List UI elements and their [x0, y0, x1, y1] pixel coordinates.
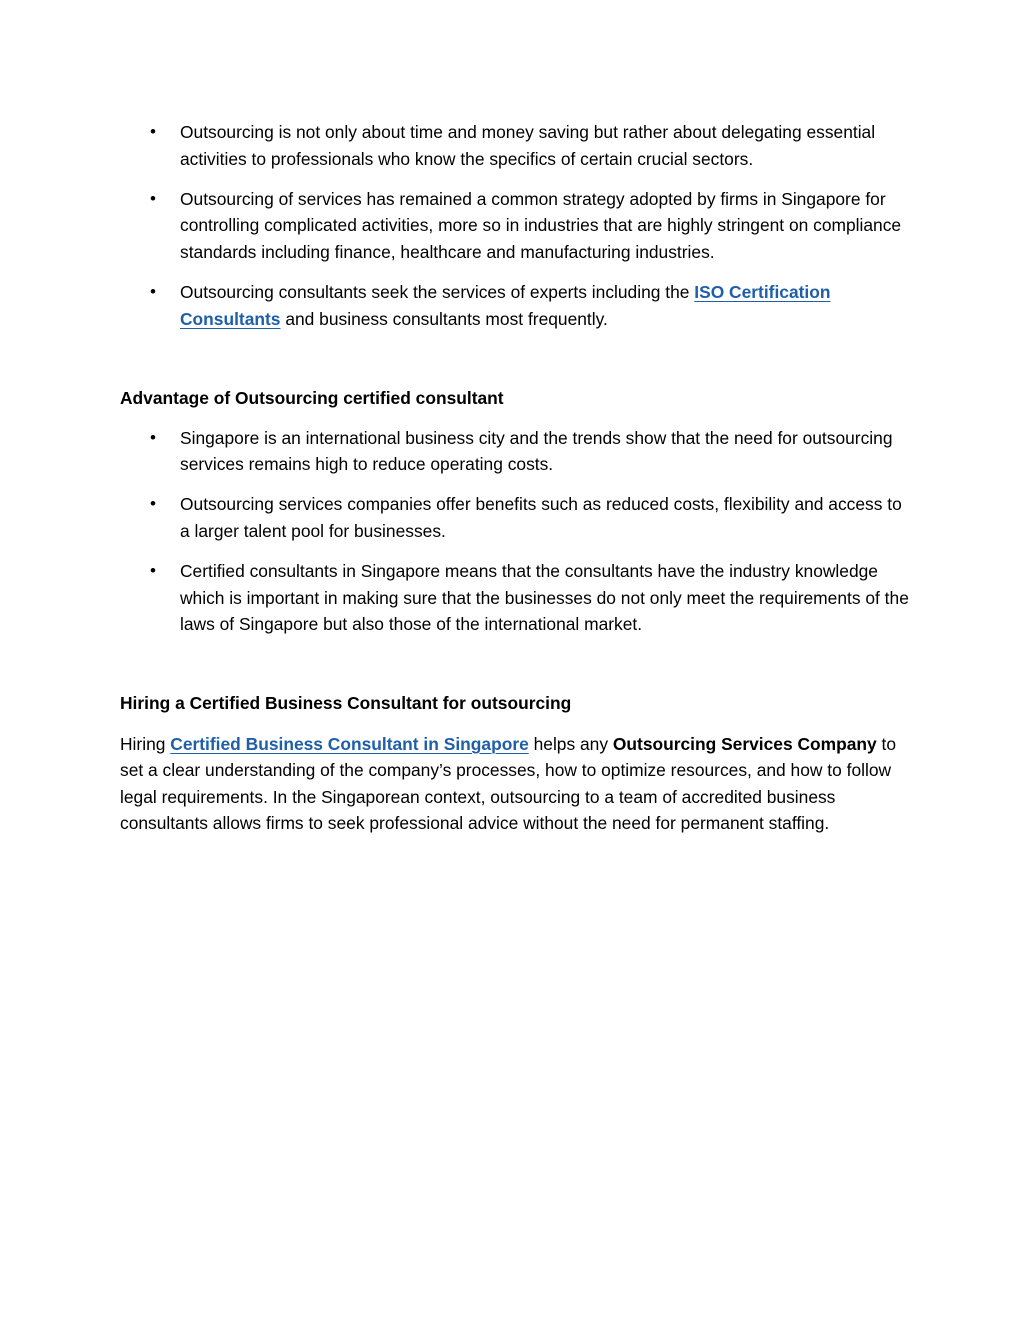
iso-certification-consultants-link[interactable]: ISO Certification Consultants — [180, 281, 831, 329]
list-item — [120, 279, 910, 332]
advantage-list — [120, 425, 910, 638]
list-item — [120, 491, 910, 544]
list-item-text: Singapore is an international business city and the trends show that the need for outsourcing services remains high to reduce operating costs. — [180, 427, 893, 475]
bullet-icon: • — [150, 494, 156, 514]
bullet-icon: • — [150, 281, 156, 301]
para-rest: to set a clear understanding of the company’s processes, how to optimize resources, and how to follow legal requirements. In the Singaporean context, outsourcing to a team of accredited business consultants allows firms to seek professional advice without the need for permanent staffing. — [120, 733, 897, 834]
certified-business-consultant-link[interactable]: Certified Business Consultant in Singapore — [170, 733, 529, 754]
para-mid: helps any — [528, 733, 613, 754]
list-item-text: Outsourcing services companies offer benefits such as reduced costs, flexibility and access to a larger talent pool for businesses. — [180, 494, 902, 542]
list-item-text: Outsourcing of services has remained a common strategy adopted by firms in Singapore for controlling complicated activities, more so in industries that are highly stringent on compliance standards including finance, healthcare and manufacturing industries. — [180, 188, 902, 262]
spacer — [120, 651, 910, 690]
outsourcing-services-company-bold: Outsourcing Services Company — [612, 733, 877, 754]
bullet-icon: • — [150, 561, 156, 581]
list-item-text: Certified consultants in Singapore means that the consultants have the industry knowledge which is important in making sure that the businesses do not only meet the requirements of the laws of Singapore but also those of the international market. — [180, 561, 909, 635]
hiring-heading: Hiring a Certified Business Consultant for outsourcing — [120, 693, 572, 714]
list-item — [120, 186, 910, 266]
list-item-text: Outsourcing is not only about time and money saving but rather about delegating essential activities to professionals who know the specifics of certain crucial sectors. — [180, 122, 876, 169]
advantage-heading: Advantage of Outsourcing certified consultant — [120, 387, 504, 408]
hiring-paragraph — [120, 731, 910, 837]
list-item-text-before: Outsourcing consultants seek the services of experts including the — [180, 281, 695, 302]
list-item — [120, 425, 910, 478]
list-item — [120, 119, 910, 172]
outsourcing-benefits-list — [120, 119, 910, 332]
list-item-text-after: and business consultants most frequently. — [280, 308, 608, 329]
bullet-icon: • — [150, 427, 156, 447]
spacer — [120, 346, 910, 385]
para-lead: Hiring — [120, 733, 171, 754]
bullet-icon: • — [150, 188, 156, 208]
list-item — [120, 558, 910, 638]
document-page — [120, 119, 910, 837]
bullet-icon: • — [150, 122, 156, 141]
